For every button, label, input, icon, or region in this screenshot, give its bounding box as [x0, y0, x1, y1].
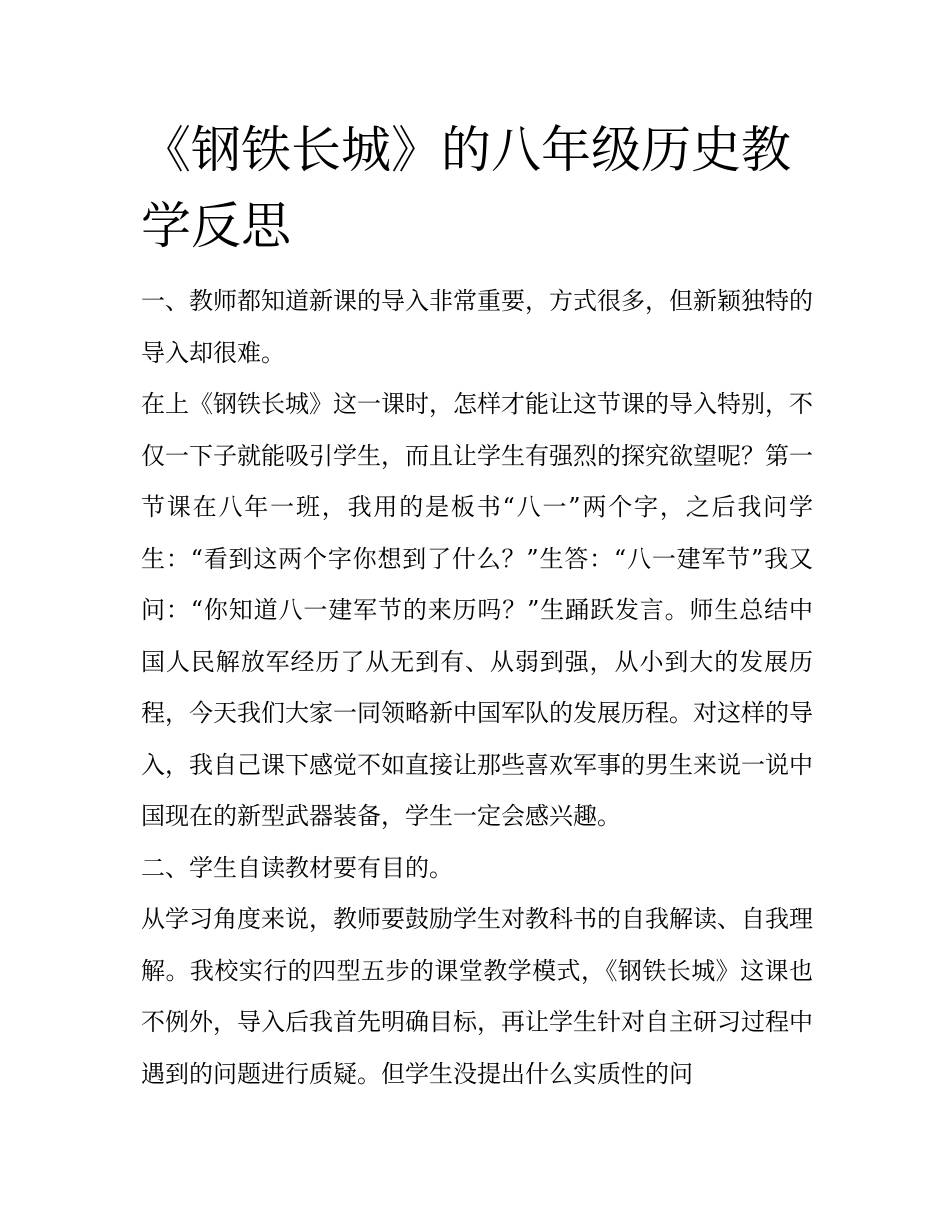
paragraph-section-one-body: 在上《钢铁长城》这一课时，怎样才能让这节课的导入特别，不仅一下子就能吸引学生，而且让学生有强烈的探究欲望呢？第一节课在八年一班，我用的是板书“八一”两个字，之后我问学生：“看到这两个字你想到了什么？”生答：“八一建军节”我又问：“你知道八一建军节的来历吗？”生踊跃发言。师生总结中国人民解放军经历了从无到有、从弱到强，从小到大的发展历程，今天我们大家一同领略新中国军队的发展历程。对这样的导入，我自己课下感觉不如直接让那些喜欢军事的男生来说一说中国现在的新型武器装备，学生一定会感兴趣。 [141, 390, 813, 830]
document-body [141, 276, 813, 1100]
document-page [141, 112, 813, 1100]
paragraph-section-two-body: 从学习角度来说，教师要鼓励学生对教科书的自我解读、自我理解。我校实行的四型五步的课堂教学模式，《钢铁长城》这课也不例外，导入后我首先明确目标，再让学生针对自主研习过程中遇到的问题进行质疑。但学生没提出什么实质性的问 [141, 905, 813, 1088]
paragraph-section-two-heading: 二、学生自读教材要有目的。 [141, 853, 453, 882]
paragraph-section-one-heading: 一、教师都知道新课的导入非常重要，方式很多，但新颖独特的导入却很难。 [141, 287, 813, 367]
document-title: 《钢铁长城》的八年级历史教学反思 [141, 121, 791, 255]
